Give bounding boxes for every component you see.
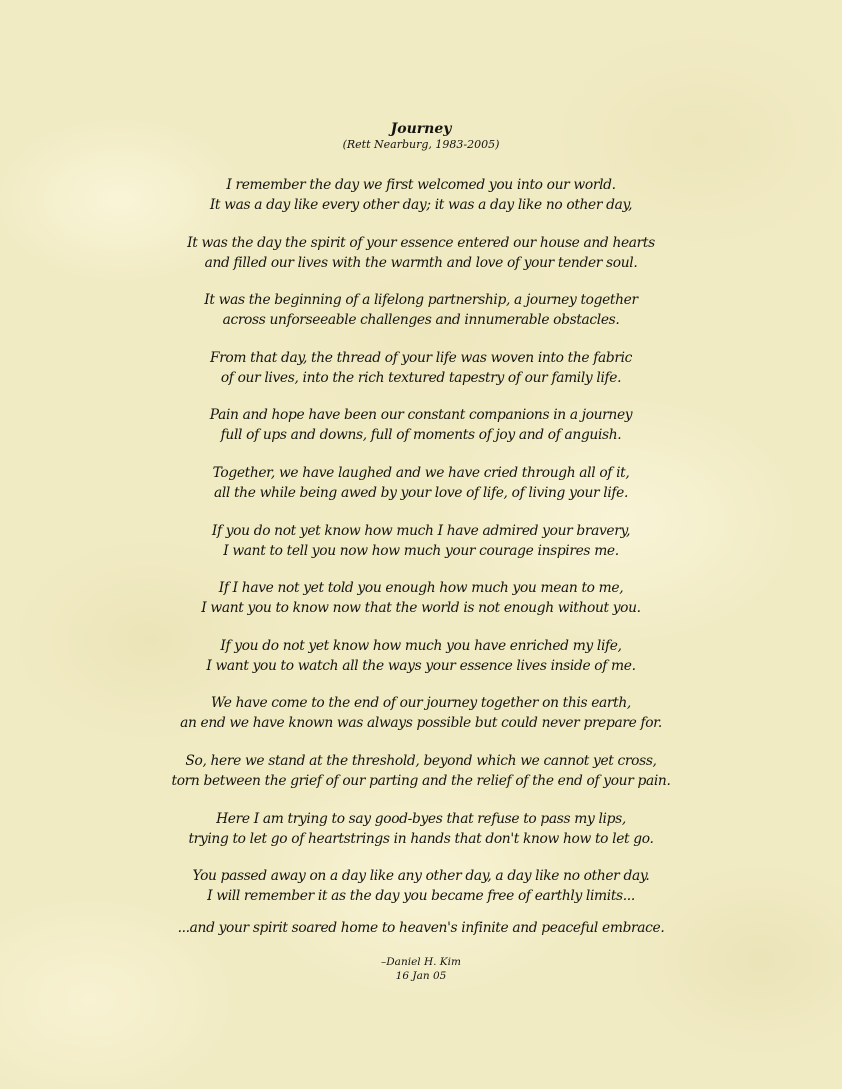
stanza-line: You passed away on a day like any other day, a day like no other day.: [192, 868, 650, 885]
stanza-line: It was a day like every other day; it was a day like no other day,: [209, 197, 633, 213]
stanza: [0, 521, 842, 579]
stanza-line: all the while being awed by your love of life, of living your life.: [213, 484, 629, 501]
stanza-line: If you do not yet know how much you have enriched my life,: [220, 637, 622, 654]
stanza-line: I want you to know now that the world is not enough without you.: [201, 600, 641, 617]
stanza-line: and filled our lives with the warmth and love of your tender soul.: [204, 254, 638, 271]
stanza-line: across unforseeable challenges and innumerable obstacles.: [222, 312, 620, 329]
poem-title: Journey: [390, 121, 452, 137]
stanza-line: I remember the day we first welcomed you into our world.: [226, 177, 616, 193]
stanza: [0, 809, 842, 867]
stanza: [0, 233, 842, 291]
poem-date: 16 Jan 05: [395, 970, 447, 982]
stanza: [0, 175, 842, 233]
stanza-line: Together, we have laughed and we have cried through all of it,: [212, 464, 630, 481]
stanza-line: trying to let go of heartstrings in hands that don't know how to let go.: [188, 830, 654, 847]
stanza-line: We have come to the end of our journey together on this earth,: [211, 695, 631, 712]
stanza-line: It was the day the spirit of your essence entered our house and hearts: [187, 234, 655, 251]
stanza: [0, 348, 842, 406]
stanza-line: From that day, the thread of your life was woven into the fabric: [209, 349, 633, 366]
stanza-line: Here I am trying to say good-byes that refuse to pass my lips,: [216, 810, 626, 827]
stanza: [0, 578, 842, 636]
stanza: [0, 405, 842, 463]
stanza-line: It was the beginning of a lifelong partnership, a journey together: [204, 292, 638, 309]
signature-block: [0, 955, 842, 983]
stanza-line: I want to tell you now how much your courage inspires me.: [223, 542, 619, 559]
stanza: [0, 693, 842, 751]
stanza: [0, 463, 842, 521]
stanza-line: So, here we stand at the threshold, beyond which we cannot yet cross,: [185, 752, 657, 769]
poem-stanzas: [0, 175, 842, 924]
stanza-line: I will remember it as the day you became free of earthly limits...: [207, 888, 635, 905]
author-name: –Daniel H. Kim: [381, 956, 461, 968]
stanza: [0, 751, 842, 809]
stanza-line: Pain and hope have been our constant companions in a journey: [209, 407, 633, 424]
stanza-line: an end we have known was always possible but could never prepare for.: [180, 715, 662, 732]
stanza: [0, 636, 842, 694]
stanza-line: If you do not yet know how much I have admired your bravery,: [211, 522, 631, 539]
stanza: [0, 866, 842, 924]
stanza-line: If I have not yet told you enough how much you mean to me,: [218, 580, 624, 597]
stanza-line: I want you to watch all the ways your essence lives inside of me.: [206, 657, 636, 674]
stanza-line: full of ups and downs, full of moments of joy and of anguish.: [220, 427, 622, 444]
stanza-line: of our lives, into the rich textured tapestry of our family life.: [220, 369, 622, 386]
stanza: [0, 290, 842, 348]
poem-subtitle: (Rett Nearburg, 1983-2005): [342, 138, 500, 151]
closing-line: ...and your spirit soared home to heaven's infinite and peaceful embrace.: [177, 920, 665, 936]
stanza-line: torn between the grief of our parting and the relief of the end of your pain.: [171, 772, 671, 789]
